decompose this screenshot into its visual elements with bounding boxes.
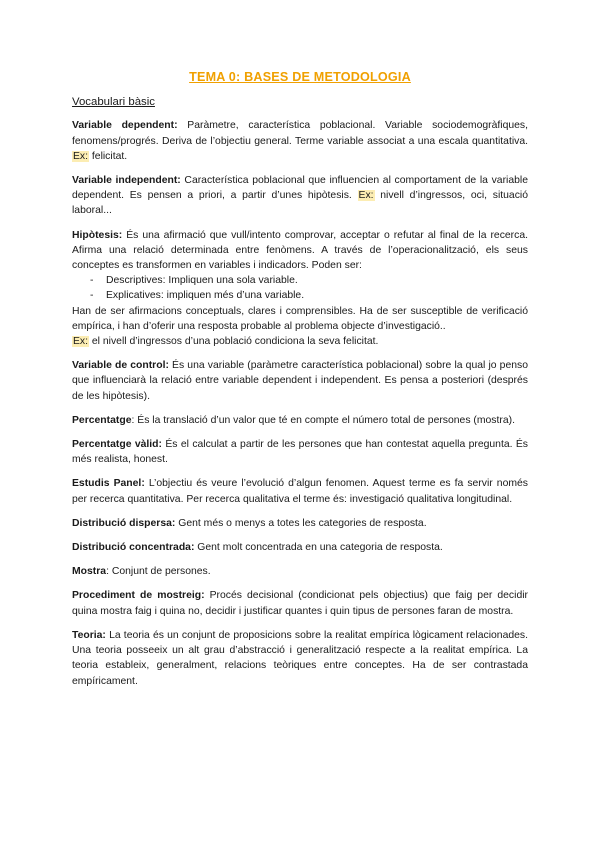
definition-text: L’objectiu és veure l’evolució d’algun fenomen. Aquest terme es fa servir només per recerca quantitativa. Per recerca qualitativa el terme és: investigació qualitativa longitudinal. bbox=[72, 478, 528, 505]
definition-text: Gent més o menys a totes les categories de resposta. bbox=[175, 517, 427, 529]
term-label: Mostra bbox=[72, 566, 107, 578]
example-text: nivell d’ingressos, oci, situació laboral... bbox=[72, 190, 528, 217]
entry-hipotesis bbox=[72, 228, 528, 274]
definition-text: Gent molt concentrada en una categoria de resposta. bbox=[194, 542, 443, 554]
entry-hipotesis-continued bbox=[72, 304, 528, 350]
term-label: Variable de control: bbox=[72, 360, 169, 372]
entry-estudis-panel bbox=[72, 476, 528, 506]
definition-text: Procés decisional (condicionat pels objectius) que faig per decidir quina mostra faig i quina no, decidir i justificar quantes i quin tipus de persones faran de mostra. bbox=[72, 590, 528, 617]
term-label: Estudis Panel: bbox=[72, 478, 145, 490]
list-item: - Descriptives: Impliquen una sola variable. bbox=[90, 273, 528, 288]
definition-text: La teoria és un conjunt de proposicions sobre la realitat empírica lògicament relacionades. Una teoria posseeix un alt grau d’abstracció i generalització respecte a la realitat empírica. La teoria estableix, generalment, relacions teòriques entre conceptes. Ha de ser contrastada empíricament. bbox=[72, 629, 528, 687]
definition-text: Característica poblacional que influencien al comportament de la variable dependent. Es pensen a priori, a partir d’unes hipòtesis. bbox=[72, 175, 528, 202]
definition-text: Han de ser afirmacions conceptuals, clares i comprensibles. Ha de ser susceptible de verificació empírica, i han d’oferir una resposta probable al problema objecte d’investigació.. bbox=[72, 305, 528, 332]
term-label: Percentatge bbox=[72, 414, 132, 426]
entry-distribucio-concentrada bbox=[72, 540, 528, 555]
entry-variable-dependent bbox=[72, 118, 528, 164]
term-label: Variable independent: bbox=[72, 175, 181, 187]
list-item: - Explicatives: impliquen més d’una variable. bbox=[90, 288, 528, 303]
example-text: felicitat. bbox=[89, 150, 128, 162]
definition-text: És una afirmació que vull/intento comprovar, acceptar o refutar al final de la recerca. Afirma una relació determinada entre fenòmens. A través de l’operacionalització, els seus conceptes es transformen en variables i indicadors. Poden ser: bbox=[72, 229, 528, 272]
definition-text: : Conjunt de persones. bbox=[106, 566, 211, 578]
definition-text: És el calculat a partir de les persones que han contestat aquella pregunta. És més realista, honest. bbox=[72, 439, 529, 466]
example-marker: Ex: bbox=[73, 150, 89, 162]
entry-procediment-mostreig bbox=[72, 588, 528, 618]
entry-teoria bbox=[72, 628, 528, 689]
section-subtitle: Vocabulari bàsic bbox=[72, 96, 155, 109]
definition-text: Paràmetre, característica poblacional. Variable sociodemogràfiques, fenomens/progrés. Deriva de l’objectiu general. Terme variable associat a una escala quantitativa. bbox=[72, 120, 528, 147]
example-marker: Ex: bbox=[73, 336, 89, 348]
page-title: TEMA 0: BASES DE METODOLOGIA bbox=[189, 70, 411, 84]
definition-text: És una variable (paràmetre característica poblacional) sobre la qual jo penso que influenciarà la relació entre variable dependent i independent. Es pensa a posteriori (després de les hipòtesis). bbox=[72, 360, 528, 402]
term-label: Variable dependent: bbox=[72, 120, 178, 132]
example-marker: Ex: bbox=[358, 190, 374, 202]
entry-variable-independent bbox=[72, 173, 528, 219]
entry-distribucio-dispersa bbox=[72, 516, 528, 531]
term-label: Teoria: bbox=[72, 629, 106, 641]
entry-percentatge bbox=[72, 413, 528, 428]
example-text: el nivell d’ingressos d’una població condiciona la seva felicitat. bbox=[89, 336, 379, 348]
term-label: Percentatge vàlid: bbox=[72, 439, 162, 451]
term-label: Distribució concentrada: bbox=[72, 542, 195, 554]
entry-percentatge-valid bbox=[72, 437, 528, 467]
term-label: Distribució dispersa: bbox=[72, 517, 176, 529]
entry-mostra bbox=[72, 564, 528, 579]
entry-variable-control bbox=[72, 358, 528, 404]
term-label: Hipòtesis: bbox=[72, 229, 123, 241]
definition-text: : És la translació d’un valor que té en compte el número total de persones (mostra). bbox=[131, 414, 515, 426]
term-label: Procediment de mostreig: bbox=[72, 590, 205, 602]
hipotesis-types-list bbox=[72, 273, 528, 303]
